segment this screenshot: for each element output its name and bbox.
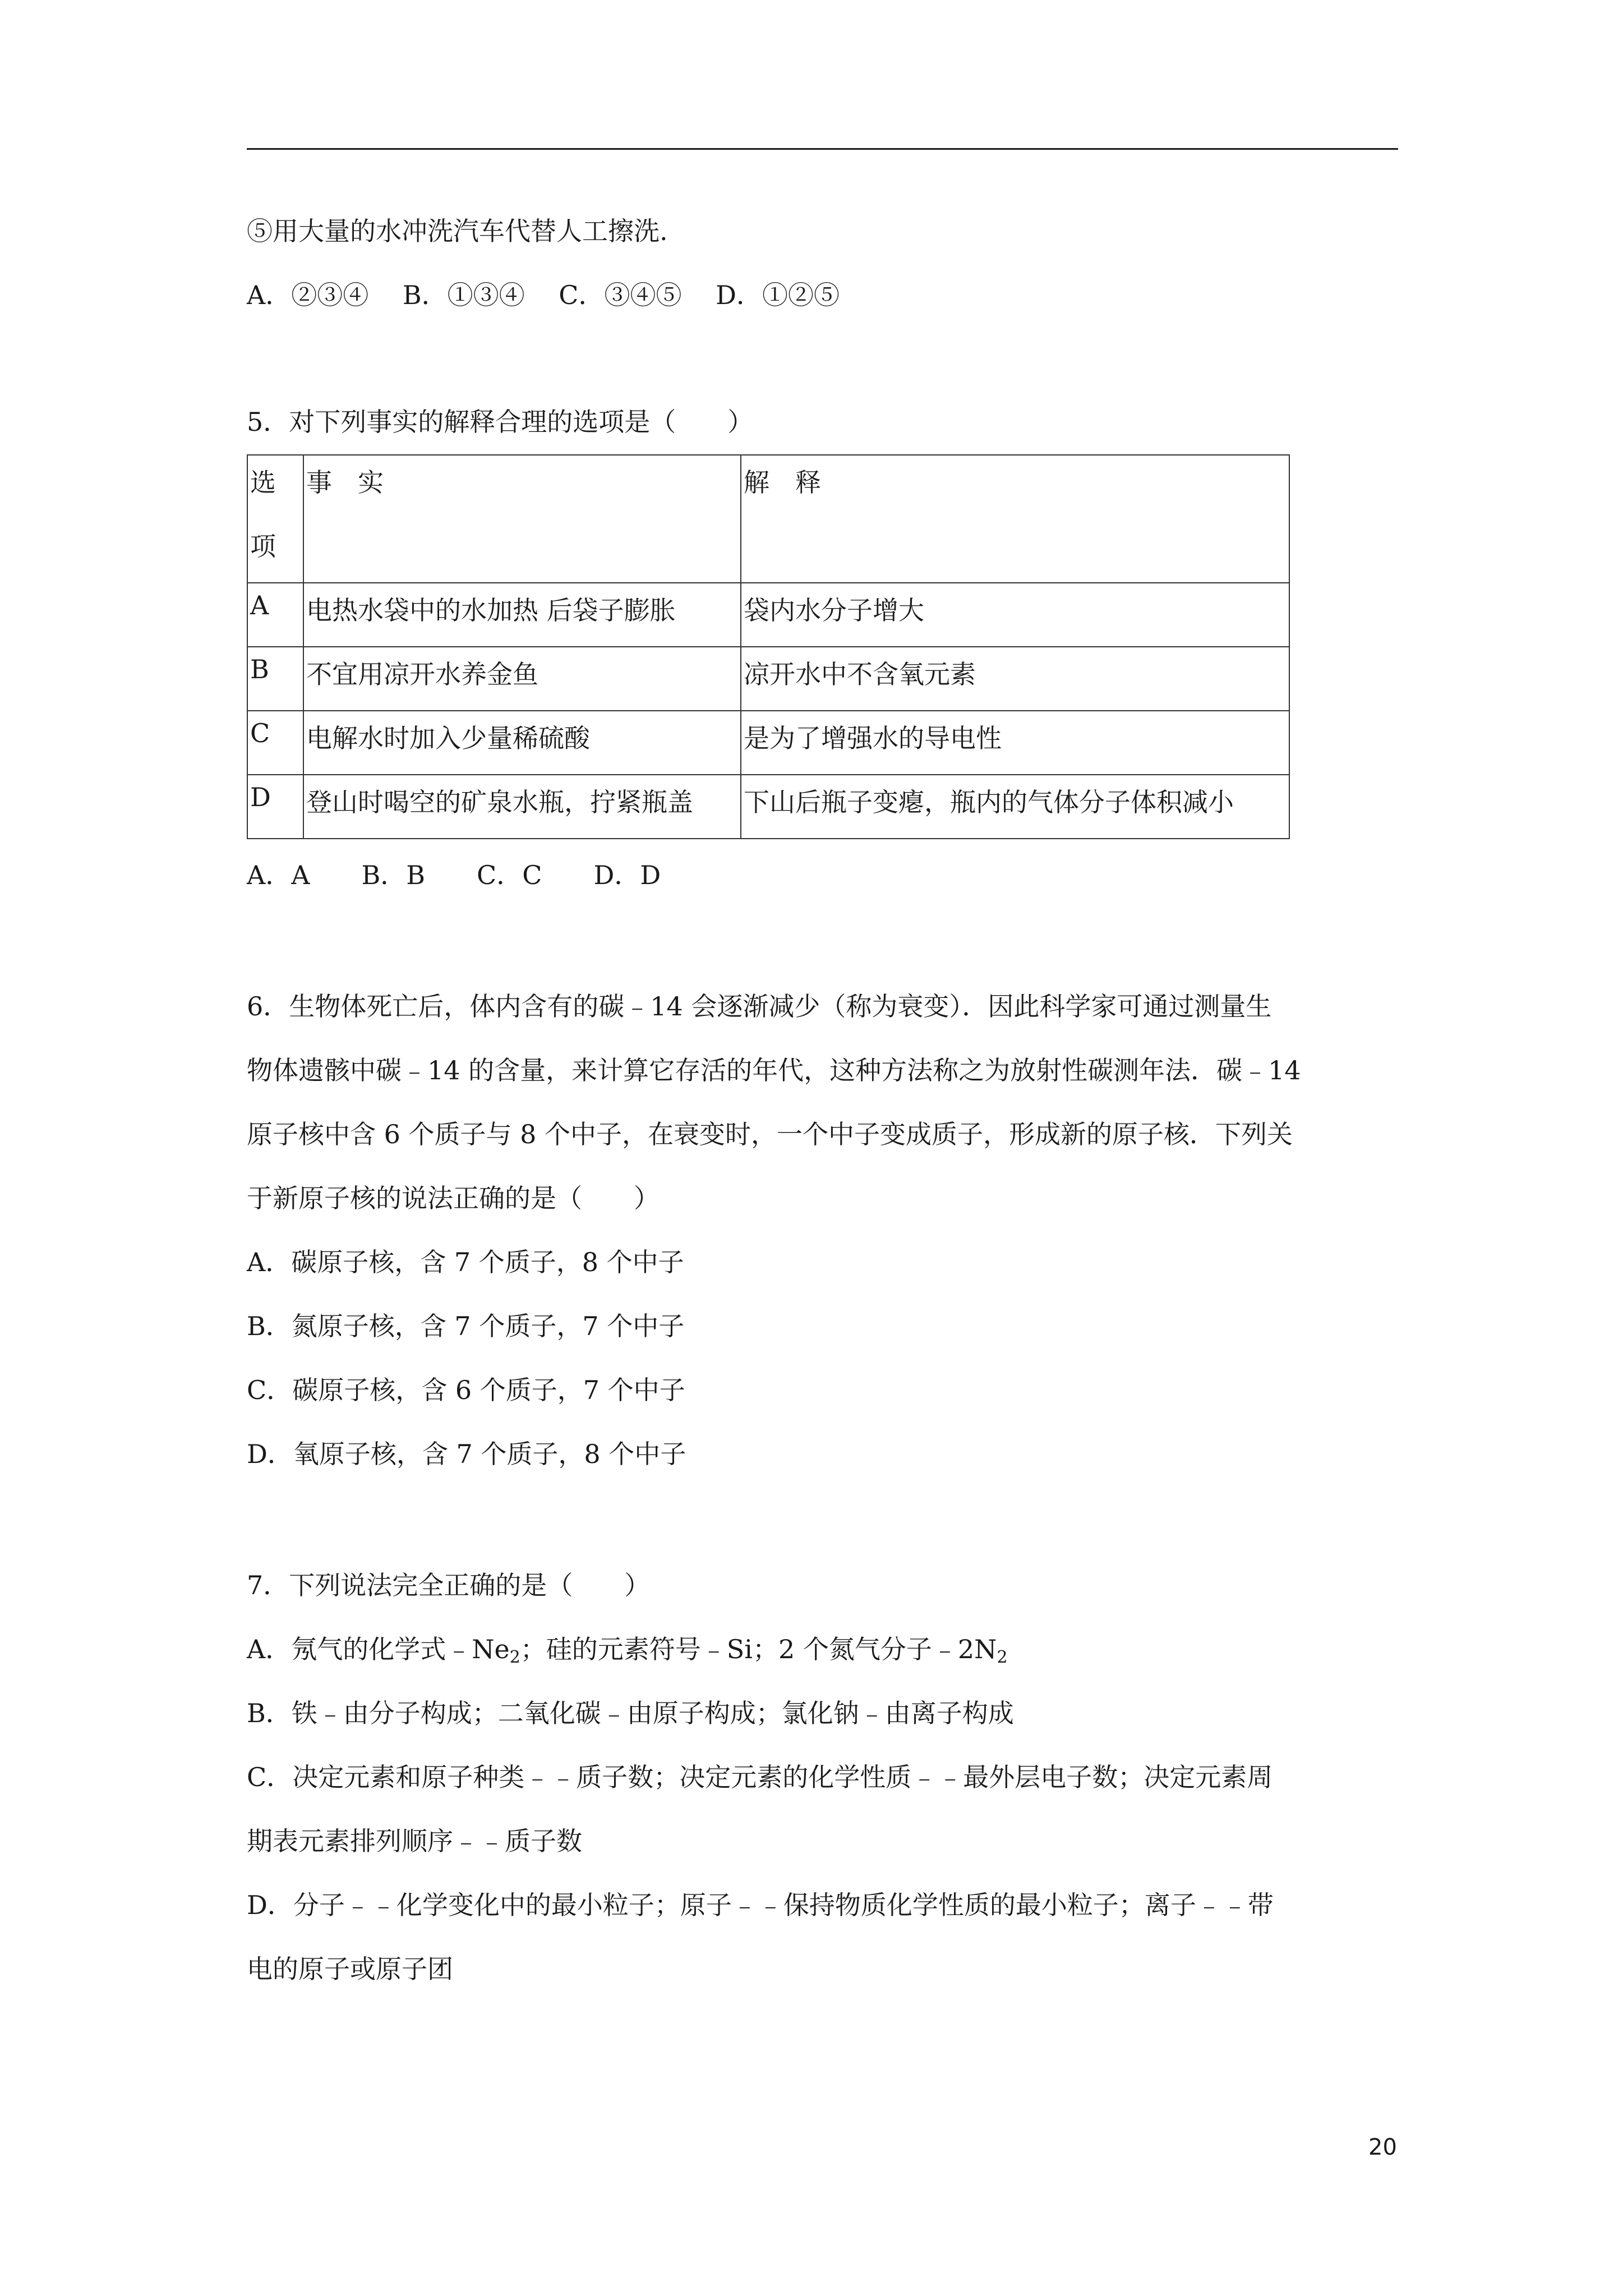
q4-item-5: ⑤用大量的水冲洗汽车代替人工擦洗. [247,216,668,246]
row-fact: 登山时喝空的矿泉水瓶，拧紧瓶盖 [303,775,741,839]
row-option: A [247,583,303,647]
q6-option-c: C．碳原子核，含 6 个质子，7 个中子 [247,1375,685,1405]
header-rule [247,148,1398,150]
q5-options: A．A B．B C．C D．D [247,860,661,890]
header-option-cell [247,455,303,583]
q6-option-a: A．碳原子核，含 7 个质子，8 个中子 [247,1247,684,1277]
table-row [247,775,1289,839]
q6-stem-line3: 原子核中含 6 个质子与 8 个中子，在衰变时，一个中子变成质子，形成新的原子核．下列关 [247,1119,1293,1149]
row-option: D [247,775,303,839]
table-header-row [247,455,1289,583]
table-row [247,647,1289,711]
header-option-line2: 项 [250,531,276,562]
q7-a-part2: ；硅的元素符号﹣Si；2 个氮气分子﹣2N [520,1634,997,1664]
table-row [247,711,1289,775]
row-fact: 电解水时加入少量稀硫酸 [303,711,741,775]
row-option: C [247,711,303,775]
q7-option-c-line1: C．决定元素和原子种类﹣﹣质子数；决定元素的化学性质﹣﹣最外层电子数；决定元素周 [247,1762,1273,1792]
row-fact: 不宜用凉开水养金鱼 [303,647,741,711]
q6-stem-line4: 于新原子核的说法正确的是（ ） [247,1183,660,1213]
q7-option-d-line1: D．分子﹣﹣化学变化中的最小粒子；原子﹣﹣保持物质化学性质的最小粒子；离子﹣﹣带 [247,1890,1274,1920]
q6-stem-line2: 物体遗骸中碳﹣14 的含量，来计算它存活的年代，这种方法称之为放射性碳测年法．碳﹣14 [247,1055,1301,1085]
q6-stem-line1: 6．生物体死亡后，体内含有的碳﹣14 会逐渐减少（称为衰变）．因此科学家可通过测量生 [247,991,1272,1022]
row-option: B [247,647,303,711]
q6-option-b: B．氮原子核，含 7 个质子，7 个中子 [247,1311,685,1341]
table-row [247,583,1289,647]
q7-option-b: B．铁﹣由分子构成；二氧化碳﹣由原子构成；氯化钠﹣由离子构成 [247,1698,1014,1728]
q7-a-part1: A．氖气的化学式﹣Ne [247,1634,510,1664]
q5-table [247,454,1290,839]
q7-option-a [247,1632,1008,1666]
header-fact-cell: 事 实 [303,455,741,583]
row-explain: 袋内水分子增大 [741,583,1289,647]
q7-a-sub1: 2 [509,1648,520,1667]
row-explain: 下山后瓶子变瘪，瓶内的气体分子体积减小 [741,775,1289,839]
row-fact: 电热水袋中的水加热 后袋子膨胀 [303,583,741,647]
q4-options: A．②③④ B．①③④ C．③④⑤ D．①②⑤ [247,280,840,310]
q5-stem: 5．对下列事实的解释合理的选项是（ ） [247,407,754,437]
header-explain-cell: 解 释 [741,455,1289,583]
row-explain: 是为了增强水的导电性 [741,711,1289,775]
q7-option-c-line2: 期表元素排列顺序﹣﹣质子数 [247,1826,582,1856]
page-number: 20 [1368,2134,1397,2160]
q6-option-d: D．氧原子核，含 7 个质子，8 个中子 [247,1439,686,1469]
q7-stem: 7．下列说法完全正确的是（ ） [247,1570,651,1600]
header-option-line1: 选 [250,467,276,498]
q7-a-sub2: 2 [997,1648,1008,1667]
q7-option-d-line2: 电的原子或原子团 [247,1954,453,1984]
row-explain: 凉开水中不含氧元素 [741,647,1289,711]
